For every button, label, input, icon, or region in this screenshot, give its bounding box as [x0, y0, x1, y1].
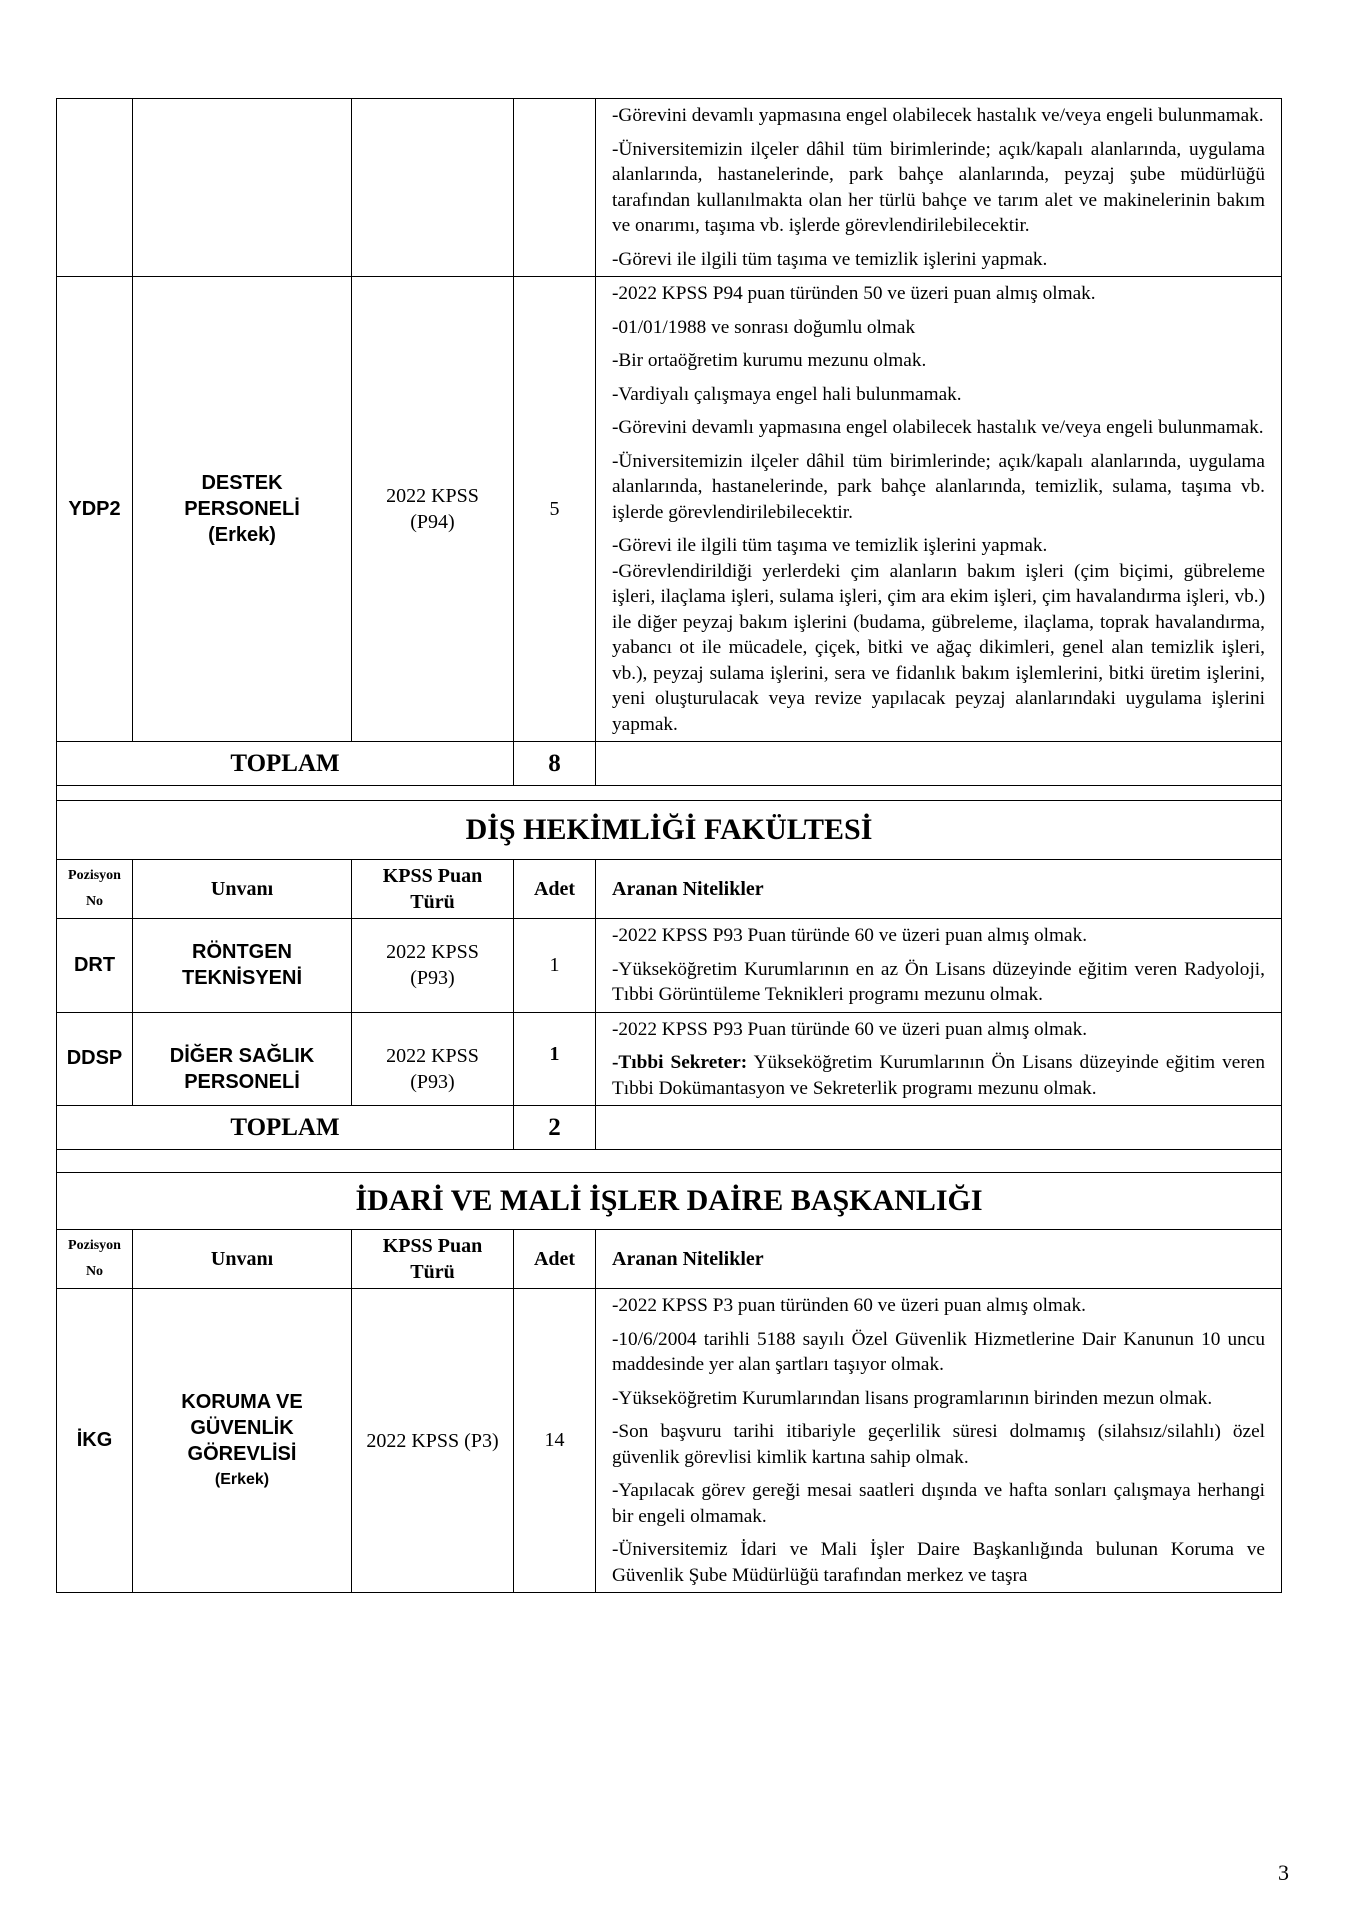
requirement-text: -Yapılacak görev gereği mesai saatleri dışında ve hafta sonları çalışmaya herhangi bir engeli olmamak. [612, 1480, 1265, 1527]
title-line: RÖNTGEN [192, 941, 292, 964]
title-line: (Erkek) [214, 1470, 270, 1488]
score-line: 2022 KPSS [386, 485, 479, 507]
title-line: TEKNİSYENİ [181, 967, 303, 990]
requirement-bold-label: -Tıbbi Sekreter: [612, 1052, 748, 1073]
score-type [352, 277, 514, 742]
score-line: (P93) [410, 1070, 455, 1093]
position-code: DRT [57, 919, 133, 1013]
title-line: PERSONELİ [184, 1070, 300, 1093]
position-title [133, 1012, 352, 1106]
requirement-text: -2022 KPSS P93 Puan türünde 60 ve üzeri puan almış olmak. [612, 925, 1088, 946]
requirement-text: -Bir ortaöğretim kurumu mezunu olmak. [612, 350, 927, 371]
title-line: GÖREVLİSİ [187, 1442, 297, 1465]
column-header-row [57, 860, 1282, 919]
requirements-cell [596, 1012, 1282, 1106]
position-count: 5 [514, 277, 596, 742]
table-row-ydp2 [57, 277, 1282, 742]
position-code: DDSP [57, 1012, 133, 1106]
header-requirements: Aranan Nitelikler [596, 1230, 1282, 1289]
requirement-text: -Yükseköğretim Kurumlarından lisans programlarının birinden mezun olmak. [612, 1387, 1213, 1409]
requirement-text: -Görevi ile ilgili tüm taşıma ve temizlik işlerini yapmak. [612, 535, 1048, 556]
header-requirements: Aranan Nitelikler [596, 860, 1282, 919]
requirements-cell [596, 1289, 1282, 1593]
position-title [133, 277, 352, 742]
header-line: KPSS Puan [382, 1235, 483, 1257]
score-line: (P93) [410, 967, 455, 990]
requirement-text: -Üniversitemiz İdari ve Mali İşler Daire Başkanlığında bulunan Koruma ve Güvenlik Şube Müdürlüğü tarafından merkez ve taşra [612, 1539, 1265, 1586]
title-line: DİĞER SAĞLIK [169, 1044, 315, 1067]
score-line: 2022 KPSS [386, 1044, 479, 1067]
score-type [352, 1012, 514, 1106]
requirements-cell [596, 277, 1282, 742]
total-label: TOPLAM [57, 1106, 514, 1150]
header-line: Türü [410, 1261, 455, 1283]
header-line: No [85, 894, 104, 909]
requirements-cell [596, 919, 1282, 1013]
requirement-text: -Yükseköğretim Kurumlarının en az Ön Lisans düzeyinde eğitim veren Radyoloji, Tıbbi Görüntüleme Teknikleri programı mezunu olmak. [612, 958, 1265, 1005]
position-count: 14 [514, 1289, 596, 1593]
position-code: İKG [57, 1289, 133, 1593]
section-title: DİŞ HEKİMLİĞİ FAKÜLTESİ [57, 801, 1282, 860]
header-position-no [57, 1230, 133, 1289]
requirement-text: -10/6/2004 tarihli 5188 sayılı Özel Güvenlik Hizmetlerine Dair Kanunun 10 uncu maddesinde yer alan şartları taşıyor olmak. [612, 1328, 1265, 1375]
requirement-text: -Vardiyalı çalışmaya engel hali bulunmamak. [612, 383, 962, 405]
section-header-row [57, 1173, 1282, 1230]
header-line: No [85, 1264, 104, 1279]
table-row-drt [57, 919, 1282, 1013]
requirement-rest: Yükseköğretim Kurumlarının Ön Lisans düzeyinde eğitim veren Tıbbi Dokümantasyon ve Sekreterlik programı mezunu olmak. [612, 1052, 1265, 1099]
table-row-continued [57, 99, 1282, 277]
total-row [57, 1106, 1282, 1150]
requirement-text: -2022 KPSS P3 puan türünden 60 ve üzeri puan almış olmak. [612, 1295, 1086, 1316]
title-line: KORUMA VE [181, 1390, 303, 1413]
header-line: KPSS Puan [382, 865, 483, 887]
table-row-ikg [57, 1289, 1282, 1593]
score-line: (P94) [410, 511, 455, 533]
header-score-type [352, 860, 514, 919]
requirement-text: -Görevini devamlı yapmasına engel olabilecek hastalık ve/veya engeli bulunmamak. [612, 105, 1264, 126]
empty-cell [57, 99, 133, 277]
header-score-type [352, 1230, 514, 1289]
header-line: Pozisyon [68, 868, 121, 883]
score-type: 2022 KPSS (P3) [352, 1289, 514, 1593]
total-value: 8 [514, 742, 596, 786]
requirement-text: -Görevlendirildiği yerlerdeki çim alanların bakım işleri (çim biçimi, gübreleme işleri, ilaçlama işleri, sulama işleri, çim ara ekim işleri, çim havalandırma işleri, vb.) ile diğer peyzaj bakım işlerini (budama, gübreleme, ilaçlama, toprak havalandırma, yabancı ot ile mücadele, çiçek, bitki ve ağaç dikimleri, genel alan temizlik işleri, vb.), peyzaj sulama işlerini, sera ve fidanlık bakım işlemlerini, bitki üretim işlerini, yeni oluşturulacak veya revize yapılacak peyzaj alanlarındaki uygulama işlerini yapmak. [612, 560, 1265, 735]
header-line: Türü [410, 891, 455, 913]
section-header-row [57, 801, 1282, 860]
column-header-row [57, 1230, 1282, 1289]
header-line: Pozisyon [68, 1238, 121, 1253]
requirements-cell [596, 99, 1282, 277]
title-line: DESTEK [201, 472, 283, 494]
position-title [133, 919, 352, 1013]
header-title: Unvanı [133, 1230, 352, 1289]
position-title [133, 1289, 352, 1593]
requirement-text: -2022 KPSS P93 Puan türünde 60 ve üzeri puan almış olmak. [612, 1018, 1088, 1040]
total-value: 2 [514, 1106, 596, 1150]
empty-cell [352, 99, 514, 277]
header-count: Adet [514, 1230, 596, 1289]
position-code: YDP2 [57, 277, 133, 742]
title-line: GÜVENLİK [190, 1416, 294, 1439]
header-count: Adet [514, 860, 596, 919]
requirement-text: -Görevini devamlı yapmasına engel olabilecek hastalık ve/veya engeli bulunmamak. [612, 417, 1264, 438]
title-line: PERSONELİ [184, 498, 300, 520]
requirement-text: -2022 KPSS P94 puan türünden 50 ve üzeri puan almış olmak. [612, 283, 1096, 304]
empty-cell [514, 99, 596, 277]
position-count: 1 [514, 1012, 596, 1106]
requirement-text [612, 1050, 1265, 1101]
empty-cell [596, 1106, 1282, 1150]
position-count: 1 [514, 919, 596, 1013]
empty-cell [596, 742, 1282, 786]
total-row [57, 742, 1282, 786]
spacer-row [57, 1150, 1282, 1173]
section-title: İDARİ VE MALİ İŞLER DAİRE BAŞKANLIĞI [57, 1173, 1282, 1230]
title-line: (Erkek) [208, 524, 276, 546]
requirement-text: -Son başvuru tarihi itibariyle geçerlilik süresi dolmamış (silahsız/silahlı) özel güvenlik görevlisi kimlik kartına sahip olmak. [612, 1421, 1265, 1468]
requirement-text: -Görevi ile ilgili tüm taşıma ve temizlik işlerini yapmak. [612, 248, 1048, 270]
requirement-text: -01/01/1988 ve sonrası doğumlu olmak [612, 316, 916, 338]
positions-table [56, 98, 1282, 1593]
score-line: 2022 KPSS [386, 941, 479, 964]
spacer-cell [57, 1150, 1282, 1173]
spacer-cell [57, 786, 1282, 801]
score-type [352, 919, 514, 1013]
header-position-no [57, 860, 133, 919]
table-row-ddsp [57, 1012, 1282, 1106]
spacer-row [57, 786, 1282, 801]
total-label: TOPLAM [57, 742, 514, 786]
header-title: Unvanı [133, 860, 352, 919]
page-number: 3 [1278, 1860, 1289, 1885]
empty-cell [133, 99, 352, 277]
requirement-text: -Üniversitemizin ilçeler dâhil tüm birimlerinde; açık/kapalı alanlarında, uygulama alanlarında, hastanelerinde, park bahçe alanlarında, temizlik, sulama, taşıma vb. işlerde görevlendirilebilecektir. [612, 450, 1265, 523]
requirement-text: -Üniversitemizin ilçeler dâhil tüm birimlerinde; açık/kapalı alanlarında, uygulama alanlarında, hastanelerinde, park bahçe alanlarında, peyzaj şube müdürlüğü tarafından kullanılmakta olan her türlü bahçe ve tarım alet ve makinelerinin bakım ve onarımı, taşıma vb. işlerde görevlendirilebilecektir. [612, 138, 1265, 236]
